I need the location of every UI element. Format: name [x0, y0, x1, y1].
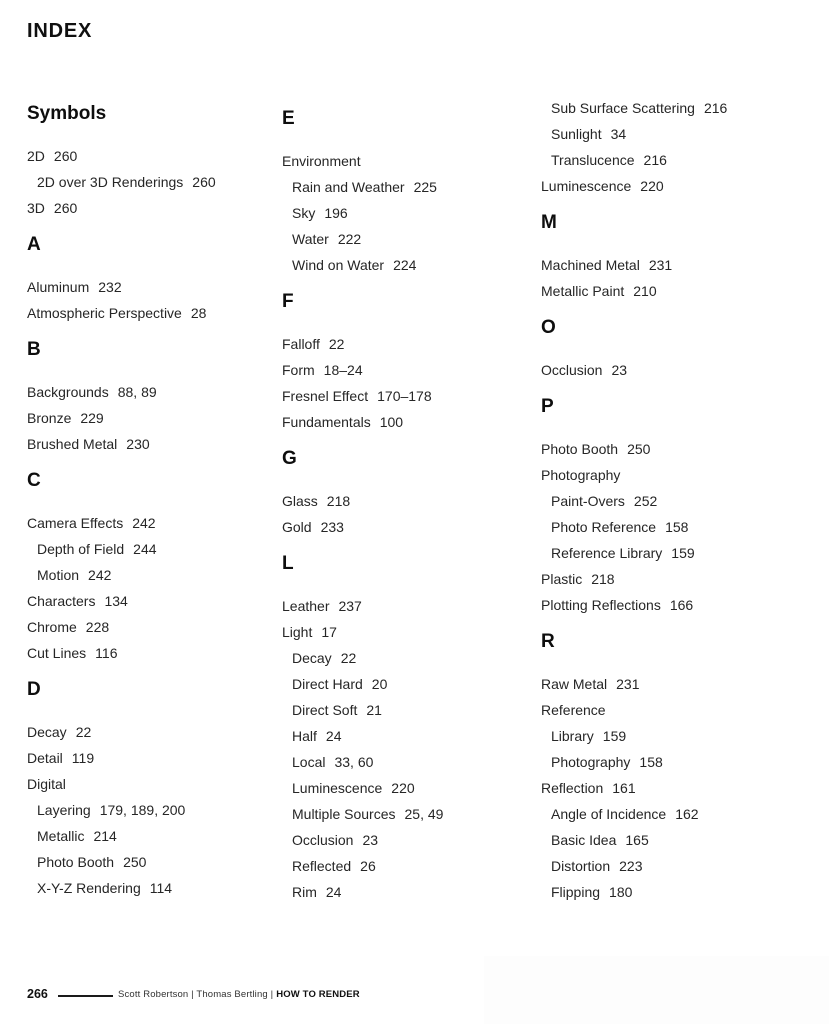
index-section: [27, 232, 279, 326]
index-entry: [27, 640, 279, 666]
entry-term: Rain and Weather: [292, 179, 405, 195]
index-entry: [541, 514, 829, 540]
entry-term: Sky: [292, 205, 316, 221]
index-entry: [282, 827, 534, 853]
entry-pages: 220: [391, 780, 415, 796]
entry-pages: 237: [338, 598, 362, 614]
entry-term: Leather: [282, 598, 330, 614]
entry-pages: 18–24: [323, 362, 363, 378]
index-entry: [541, 95, 829, 121]
index-entry: [282, 226, 534, 252]
entry-term: Photo Reference: [551, 519, 657, 535]
section-heading: B: [27, 339, 41, 360]
index-entry: [282, 174, 534, 200]
entry-pages: 231: [648, 257, 673, 273]
entry-pages: 116: [95, 645, 118, 661]
entry-term: Fresnel Effect: [282, 388, 369, 404]
entry-term: Bronze: [27, 410, 72, 426]
index-entry: [541, 879, 829, 905]
index-column-1: [27, 101, 279, 901]
entry-term: Flipping: [551, 884, 601, 900]
index-entry: [541, 436, 829, 462]
entry-term: Camera Effects: [27, 515, 124, 531]
entry-pages: 230: [126, 436, 150, 452]
entry-term: Wind on Water: [292, 257, 385, 273]
entry-term: Metallic: [37, 828, 85, 844]
entry-pages: 24: [325, 728, 342, 744]
index-section: [541, 95, 829, 199]
entry-pages: 28: [190, 305, 207, 321]
entry-term: Chrome: [27, 619, 77, 635]
index-entry: [541, 540, 829, 566]
entry-term: Direct Hard: [292, 676, 363, 692]
entry-term: Basic Idea: [551, 832, 617, 848]
footer-authors: Scott Robertson | Thomas Bertling |: [118, 989, 274, 1000]
entry-pages: 250: [123, 854, 147, 870]
entry-term: Raw Metal: [541, 676, 608, 692]
entry-pages: 242: [88, 567, 112, 583]
index-entry: [282, 593, 534, 619]
entry-pages: 214: [93, 828, 117, 844]
entry-pages: 23: [362, 832, 379, 848]
entry-term: 2D: [27, 148, 45, 164]
entry-term: Photography: [541, 467, 621, 483]
index-entry: [27, 405, 279, 431]
entry-pages: 34: [610, 126, 627, 142]
index-entry: [282, 749, 534, 775]
entry-pages: 158: [639, 754, 663, 770]
index-entry: [27, 274, 279, 300]
index-entry: [27, 745, 279, 771]
index-entry: [282, 252, 534, 278]
entry-pages: 218: [326, 493, 351, 509]
entry-term: Form: [282, 362, 315, 378]
entry-term: 3D: [27, 200, 45, 216]
entry-pages: 232: [98, 279, 122, 295]
entry-pages: 33, 60: [334, 754, 374, 770]
entry-term: Layering: [37, 802, 91, 818]
index-entry: [541, 488, 829, 514]
index-entry: [541, 723, 829, 749]
index-entry: [541, 749, 829, 775]
entry-pages: 229: [80, 410, 104, 426]
index-entry: [541, 173, 829, 199]
index-entry: [282, 409, 534, 435]
entry-term: Falloff: [282, 336, 320, 352]
footer-book-title: HOW TO RENDER: [276, 989, 360, 1000]
index-section: [282, 551, 534, 905]
index-entry: [282, 775, 534, 801]
index-entry: [27, 588, 279, 614]
entry-pages: 22: [75, 724, 92, 740]
index-entry: [541, 801, 829, 827]
index-entry: [27, 300, 279, 326]
entry-pages: 166: [669, 597, 694, 613]
entry-pages: 23: [611, 362, 628, 378]
footer-text: [118, 989, 360, 1000]
index-entry: [282, 148, 534, 174]
index-entry: [27, 771, 279, 797]
entry-term: Fundamentals: [282, 414, 371, 430]
entry-term: Digital: [27, 776, 66, 792]
entry-term: Photo Booth: [541, 441, 619, 457]
index-section: [541, 210, 829, 304]
section-heading: L: [282, 553, 294, 574]
entry-term: Atmospheric Perspective: [27, 305, 182, 321]
entry-pages: 231: [616, 676, 640, 692]
index-entry: [541, 775, 829, 801]
entry-pages: 179, 189, 200: [99, 802, 186, 818]
entry-term: Brushed Metal: [27, 436, 118, 452]
index-entry: [282, 357, 534, 383]
entry-term: Water: [292, 231, 329, 247]
entry-pages: 161: [612, 780, 636, 796]
index-entry: [541, 697, 829, 723]
index-entry: [282, 853, 534, 879]
index-entry: [27, 562, 279, 588]
index-entry: [282, 697, 534, 723]
entry-pages: 260: [53, 200, 78, 216]
entry-term: Light: [282, 624, 313, 640]
entry-pages: 250: [627, 441, 651, 457]
entry-term: Aluminum: [27, 279, 90, 295]
entry-term: Motion: [37, 567, 80, 583]
section-heading: C: [27, 470, 41, 491]
entry-pages: 220: [640, 178, 664, 194]
index-entry: [541, 252, 829, 278]
entry-term: Detail: [27, 750, 63, 766]
index-entry: [541, 566, 829, 592]
entry-term: Characters: [27, 593, 96, 609]
entry-term: Library: [551, 728, 594, 744]
section-heading: G: [282, 448, 297, 469]
index-entry: [282, 383, 534, 409]
entry-pages: 17: [321, 624, 337, 640]
index-section: [541, 315, 829, 383]
entry-pages: 233: [320, 519, 344, 535]
entry-pages: 244: [133, 541, 157, 557]
section-heading: R: [541, 631, 555, 652]
entry-pages: 24: [325, 884, 342, 900]
entry-pages: 223: [619, 858, 643, 874]
index-entry: [27, 510, 279, 536]
index-column-3: [541, 95, 829, 905]
index-entry: [541, 827, 829, 853]
entry-term: Reference Library: [551, 545, 663, 561]
entry-term: Plotting Reflections: [541, 597, 661, 613]
entry-term: Sunlight: [551, 126, 602, 142]
index-section: [282, 289, 534, 435]
footer-page-number: 266: [27, 987, 48, 1001]
entry-pages: 25, 49: [404, 806, 444, 822]
entry-term: Luminescence: [541, 178, 632, 194]
entry-term: Depth of Field: [37, 541, 125, 557]
section-heading: Symbols: [27, 103, 107, 124]
entry-term: 2D over 3D Renderings: [37, 174, 184, 190]
entry-pages: 114: [149, 880, 173, 896]
index-section: [541, 629, 829, 905]
entry-pages: 22: [328, 336, 345, 352]
entry-term: Reference: [541, 702, 606, 718]
entry-pages: 218: [591, 571, 615, 587]
entry-term: Luminescence: [292, 780, 383, 796]
entry-term: Reflected: [292, 858, 352, 874]
index-entry: [541, 357, 829, 383]
index-entry: [541, 853, 829, 879]
section-heading: F: [282, 291, 294, 312]
entry-term: Translucence: [551, 152, 635, 168]
entry-pages: 222: [337, 231, 362, 247]
index-section: [282, 106, 534, 278]
section-heading: E: [282, 108, 295, 129]
entry-pages: 159: [602, 728, 627, 744]
index-column-2: [282, 106, 534, 905]
index-section: [27, 677, 279, 901]
entry-term: Half: [292, 728, 317, 744]
entry-term: Rim: [292, 884, 317, 900]
entry-pages: 21: [366, 702, 382, 718]
entry-term: Backgrounds: [27, 384, 109, 400]
entry-term: Cut Lines: [27, 645, 87, 661]
entry-pages: 252: [633, 493, 658, 509]
scan-artifact: [484, 956, 829, 1024]
entry-term: Paint-Overs: [551, 493, 625, 509]
index-entry: [27, 169, 279, 195]
section-heading: D: [27, 679, 41, 700]
entry-term: Decay: [292, 650, 332, 666]
entry-term: Multiple Sources: [292, 806, 396, 822]
entry-pages: 159: [671, 545, 695, 561]
entry-pages: 20: [371, 676, 388, 692]
entry-term: Direct Soft: [292, 702, 358, 718]
entry-pages: 88, 89: [117, 384, 157, 400]
entry-term: Photo Booth: [37, 854, 115, 870]
entry-term: Gold: [282, 519, 312, 535]
entry-pages: 224: [393, 257, 417, 273]
entry-pages: 210: [633, 283, 657, 299]
entry-pages: 228: [85, 619, 110, 635]
index-entry: [27, 431, 279, 457]
index-entry: [541, 671, 829, 697]
entry-pages: 22: [340, 650, 357, 666]
index-entry: [27, 875, 279, 901]
index-entry: [27, 797, 279, 823]
footer-rule: [58, 995, 113, 997]
entry-term: Occlusion: [292, 832, 354, 848]
entry-pages: 180: [609, 884, 633, 900]
entry-term: Decay: [27, 724, 67, 740]
index-entry: [282, 801, 534, 827]
index-entry: [282, 879, 534, 905]
index-entry: [282, 331, 534, 357]
entry-pages: 216: [703, 100, 728, 116]
entry-pages: 216: [643, 152, 667, 168]
entry-term: Environment: [282, 153, 361, 169]
entry-term: Photography: [551, 754, 631, 770]
entry-pages: 119: [71, 750, 95, 766]
index-entry: [27, 849, 279, 875]
index-section: [541, 394, 829, 618]
entry-term: Machined Metal: [541, 257, 640, 273]
index-entry: [27, 719, 279, 745]
page-title: INDEX: [27, 20, 93, 42]
index-entry: [282, 488, 534, 514]
index-entry: [27, 823, 279, 849]
index-entry: [282, 619, 534, 645]
index-section: [282, 446, 534, 540]
entry-term: Metallic Paint: [541, 283, 625, 299]
index-entry: [541, 121, 829, 147]
entry-pages: 225: [413, 179, 437, 195]
index-entry: [27, 379, 279, 405]
index-entry: [27, 536, 279, 562]
entry-term: Sub Surface Scattering: [551, 100, 695, 116]
entry-pages: 162: [675, 806, 699, 822]
index-entry: [282, 200, 534, 226]
entry-term: Glass: [282, 493, 318, 509]
index-entry: [27, 614, 279, 640]
entry-pages: 165: [625, 832, 649, 848]
entry-term: Local: [292, 754, 326, 770]
section-heading: P: [541, 396, 554, 417]
index-entry: [27, 143, 279, 169]
index-entry: [27, 195, 279, 221]
entry-term: Plastic: [541, 571, 583, 587]
entry-term: Occlusion: [541, 362, 603, 378]
section-heading: O: [541, 317, 556, 338]
section-heading: A: [27, 234, 41, 255]
entry-pages: 260: [53, 148, 78, 164]
entry-pages: 260: [192, 174, 216, 190]
index-entry: [282, 671, 534, 697]
entry-pages: 196: [324, 205, 348, 221]
entry-term: Angle of Incidence: [551, 806, 667, 822]
index-entry: [541, 462, 829, 488]
index-entry: [282, 723, 534, 749]
index-entry: [541, 592, 829, 618]
index-entry: [282, 514, 534, 540]
entry-pages: 26: [360, 858, 376, 874]
index-entry: [541, 278, 829, 304]
entry-term: X-Y-Z Rendering: [37, 880, 141, 896]
entry-pages: 170–178: [377, 388, 432, 404]
index-section: [27, 101, 279, 221]
entry-pages: 158: [665, 519, 689, 535]
entry-pages: 100: [379, 414, 404, 430]
entry-term: Reflection: [541, 780, 604, 796]
index-entry: [282, 645, 534, 671]
entry-pages: 242: [132, 515, 156, 531]
section-heading: M: [541, 212, 557, 233]
index-section: [27, 337, 279, 457]
entry-term: Distortion: [551, 858, 611, 874]
index-entry: [541, 147, 829, 173]
index-section: [27, 468, 279, 666]
entry-pages: 134: [104, 593, 128, 609]
